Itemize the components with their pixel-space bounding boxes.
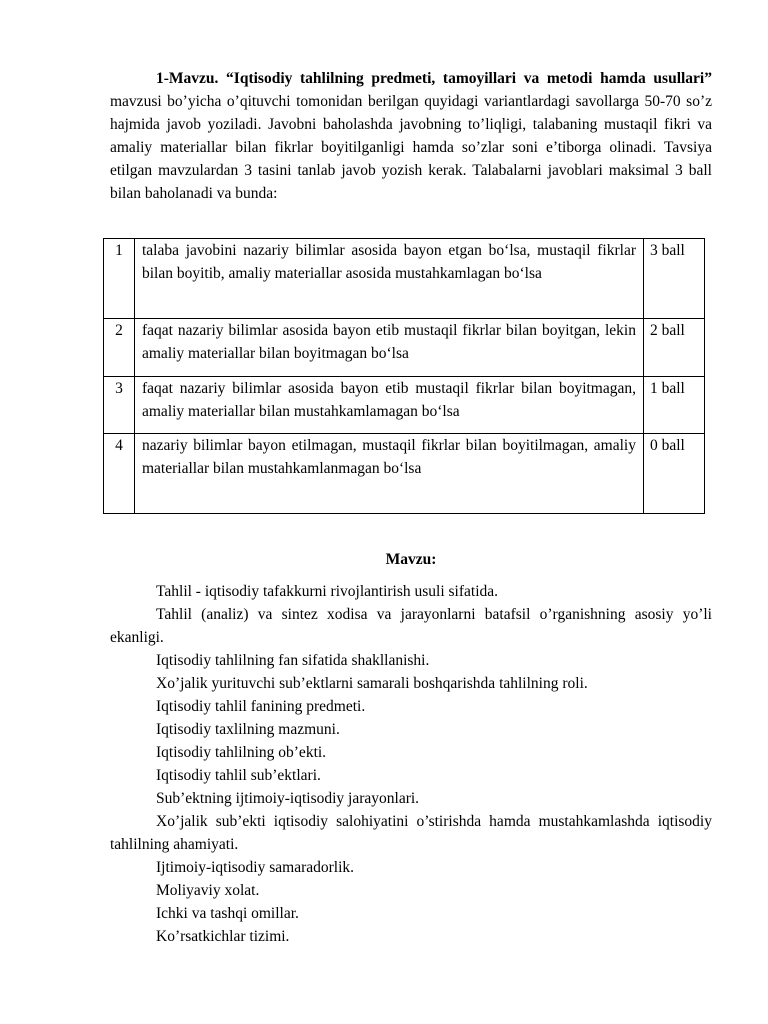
row-number: 1 [104, 239, 135, 319]
row-description: faqat nazariy bilimlar asosida bayon etib mustaqil fikrlar bilan boyitmagan, amaliy materiallar bilan mustahkamlamagan bo‘lsa [135, 377, 644, 434]
document-page [110, 67, 712, 945]
topic-item: Xo’jalik yurituvchi sub’ektlarni samarali boshqarishda tahlilning roli. [156, 675, 588, 692]
topic-item: Iqtisodiy tahlilning fan sifatida shakllanishi. [156, 652, 430, 669]
topic-item: Iqtisodiy tahlil sub’ektlari. [156, 767, 321, 784]
topic-item: Ichki va tashqi omillar. [156, 905, 299, 922]
topic-item: Ijtimoiy-iqtisodiy samaradorlik. [156, 859, 355, 876]
row-description: talaba javobini nazariy bilimlar asosida bayon etgan bo‘lsa, mustaqil fikrlar bilan boyitib, amaliy materiallar asosida mustahkamlagan bo‘lsa [135, 239, 644, 319]
row-number: 2 [104, 319, 135, 377]
row-number: 4 [104, 434, 135, 514]
row-description: faqat nazariy bilimlar asosida bayon etib mustaqil fikrlar bilan boyitgan, lekin amaliy materiallar bilan boyitmagan bo‘lsa [135, 319, 644, 377]
row-score: 0 ball [644, 434, 705, 514]
topic-item: Ko’rsatkichlar tizimi. [156, 928, 290, 945]
topic-item: Tahlil (analiz) va sintez xodisa va jarayonlarni batafsil o’rganishning asosiy yo’li ekanligi. [110, 606, 712, 646]
table-row [104, 239, 705, 319]
row-description: nazariy bilimlar bayon etilmagan, mustaqil fikrlar bilan boyitilmagan, amaliy materiallar bilan mustahkamlanmagan bo‘lsa [135, 434, 644, 514]
topic-item: Iqtisodiy tahlil fanining predmeti. [156, 698, 366, 715]
row-number: 3 [104, 377, 135, 434]
intro-text: mavzusi bo’yicha o’qituvchi tomonidan berilgan quyidagi variantlardagi savollarga 50-70 so’z hajmida javob yoziladi. Javobni baholashda javobning to’liqligi, talabaning mustaqil fikri va amaliy materiallar bilan fikrlar boyitilganligi hamda so’zlar soni e’tiborga olinadi. Tavsiya etilgan mavzulardan 3 tasini tanlab javob yozish kerak. Talabalarni javoblari maksimal 3 ball bilan baholanadi va bunda: [110, 93, 712, 202]
topic-item: Xo’jalik sub’ekti iqtisodiy salohiyatini o’stirishda hamda mustahkamlashda iqtisodiy tahlilning ahamiyati. [110, 813, 712, 853]
topic-item: Iqtisodiy tahlilning ob’ekti. [156, 744, 327, 761]
table-row [104, 434, 705, 514]
topic-item: Moliyaviy xolat. [156, 882, 260, 899]
row-score: 1 ball [644, 377, 705, 434]
topics-list [110, 580, 712, 948]
row-score: 2 ball [644, 319, 705, 377]
intro-title: 1-Mavzu. “Iqtisodiy tahlilning predmeti, tamoyillari va metodi hamda usullari” [156, 70, 712, 87]
topic-item: Sub’ektning ijtimoiy-iqtisodiy jarayonlari. [156, 790, 420, 807]
topic-item: Iqtisodiy taxlilning mazmuni. [156, 721, 340, 738]
topics-heading: Mavzu: [385, 551, 437, 568]
row-score: 3 ball [644, 239, 705, 319]
table-row [104, 377, 705, 434]
table-row [104, 319, 705, 377]
topic-item: Tahlil - iqtisodiy tafakkurni rivojlantirish usuli sifatida. [156, 583, 499, 600]
grading-table [103, 238, 705, 514]
intro-paragraph [110, 67, 712, 205]
